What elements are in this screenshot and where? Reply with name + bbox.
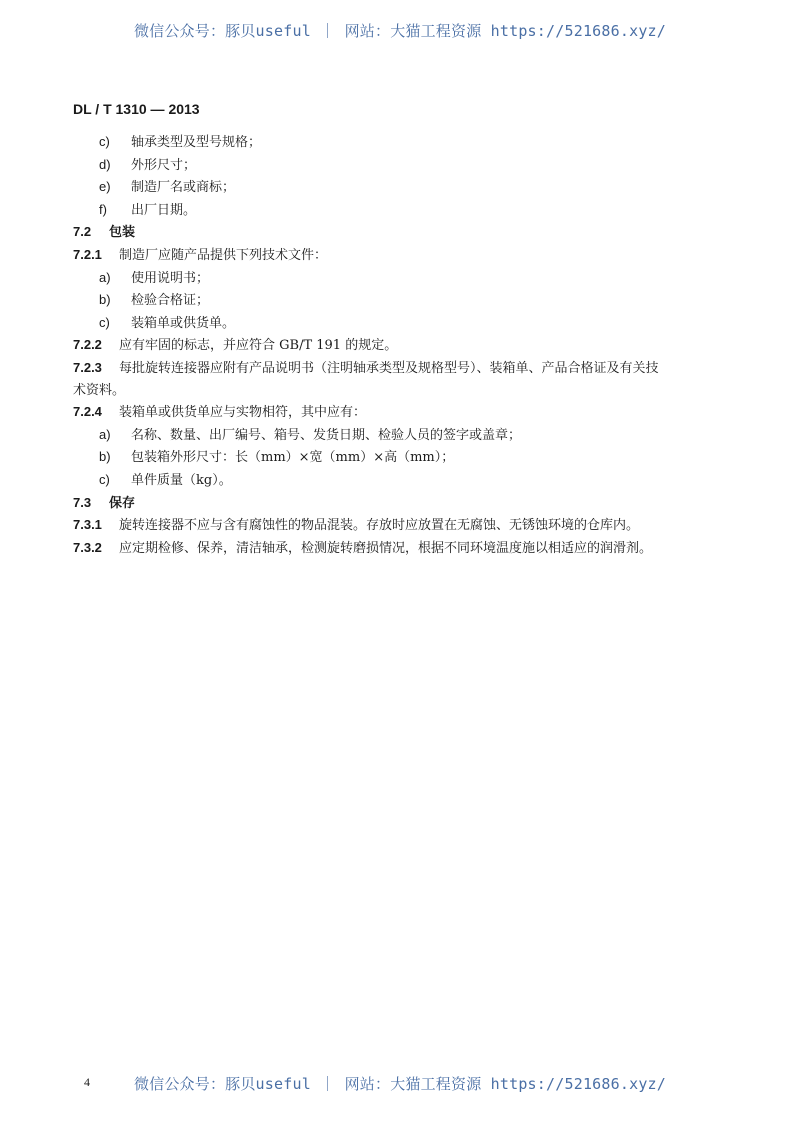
list-item: c) 装箱单或供货单。 [99,314,236,331]
watermark-bottom: 微信公众号：豚贝useful ｜ 网站：大猫工程资源 https://521686.xyz/ [133,1075,667,1093]
list-item: c) 单件质量（kg）。 [99,471,232,488]
clause-7-3-2: 7.3.2 应定期检修、保养，清洁轴承，检测旋转磨损情况，根据不同环境温度施以相适应的润滑剂。 [73,539,653,556]
list-item: b) 包装箱外形尺寸：长（mm）×宽（mm）×高（mm）； [99,449,455,466]
page-number: 4 [84,1075,90,1089]
clause-7-2-3: 7.2.3 每批旋转连接器应附有产品说明书（注明轴承类型及规格型号）、装箱单、产品合格证及有关技 [73,359,659,376]
list-item: c) 轴承类型及型号规格； [99,134,262,150]
clause-7-2-4: 7.2.4 装箱单或供货单应与实物相符，其中应有： [73,404,367,421]
list-item: a) 名称、数量、出厂编号、箱号、发货日期、检验人员的签字或盖章； [99,426,522,443]
list-item: a) 使用说明书； [99,269,210,286]
list-item: f) 出厂日期。 [99,201,197,218]
clause-7-2-2: 7.2.2 应有牢固的标志，并应符合 GB/T 191 的规定。 [73,337,398,354]
list-item: d) 外形尺寸； [99,156,197,173]
document-body [73,131,733,559]
standard-code: DL / T 1310 — 2013 [73,101,200,117]
section-heading-7-3: 7.3 保存 [73,494,136,511]
list-item: e) 制造厂名或商标； [99,179,236,196]
clause-7-2-1: 7.2.1 制造厂应随产品提供下列技术文件： [73,246,328,263]
watermark-top: 微信公众号：豚贝useful ｜ 网站：大猫工程资源 https://521686.xyz/ [133,22,667,40]
list-item: b) 检验合格证； [99,292,210,309]
section-heading-7-2: 7.2 包装 [73,224,136,241]
clause-7-3-1: 7.3.1 旋转连接器不应与含有腐蚀性的物品混装。存放时应放置在无腐蚀、无锈蚀环境的仓库内。 [73,517,640,534]
clause-7-2-3-continued: 术资料。 [73,382,126,398]
